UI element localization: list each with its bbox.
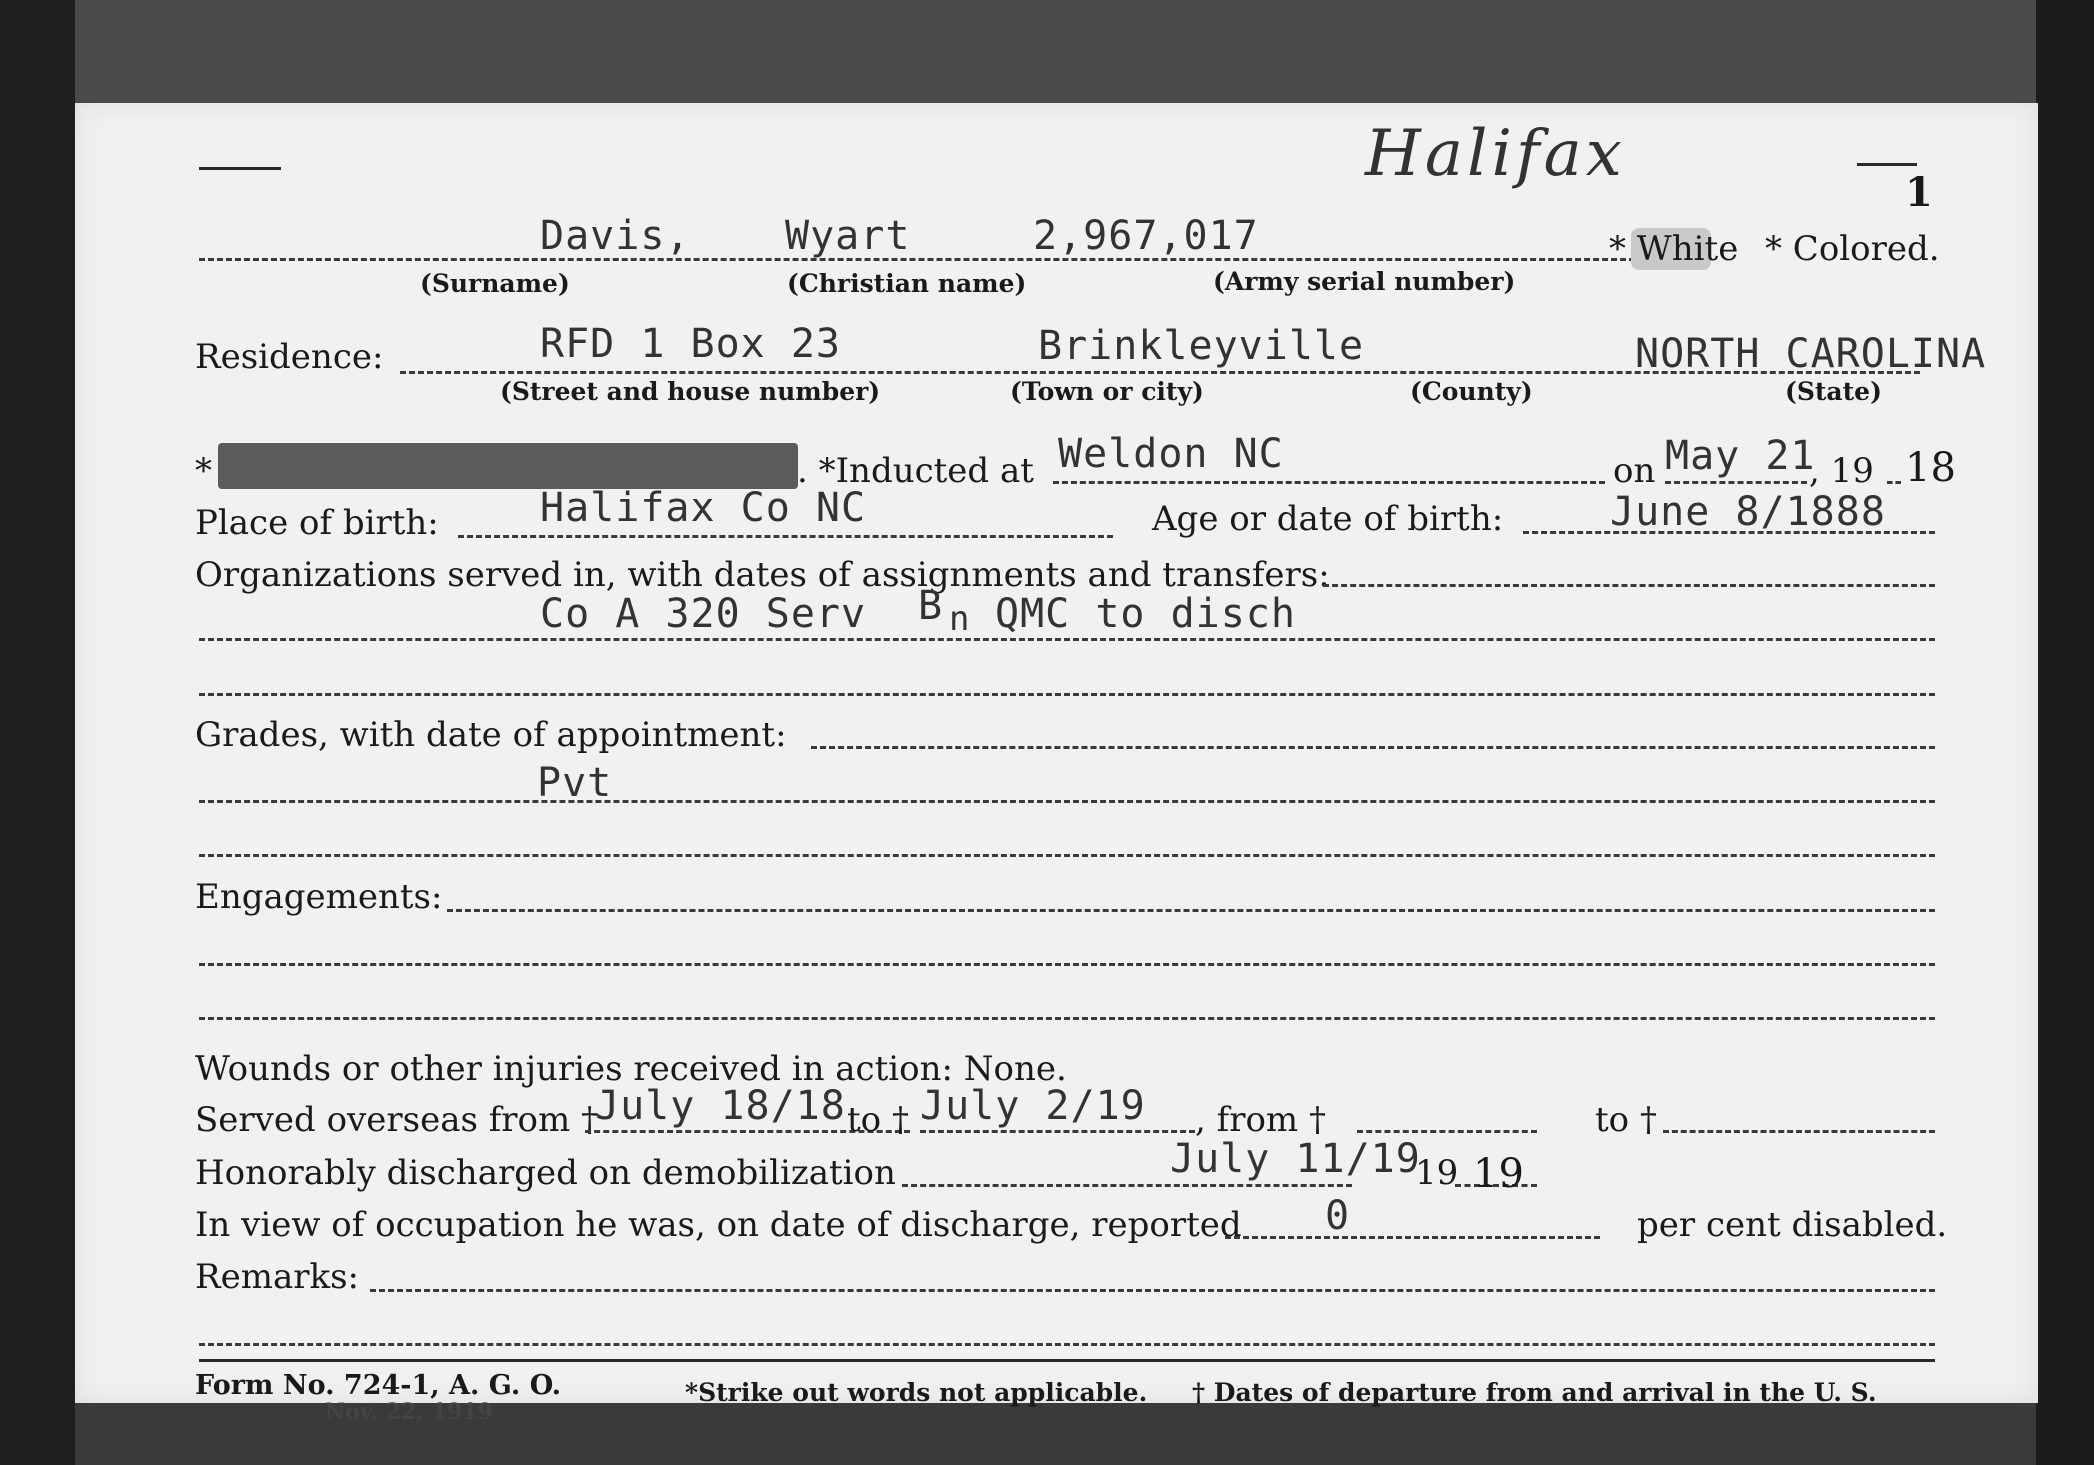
organizations-line-2 (199, 638, 1935, 641)
discharge-date-value: July 11/19 (1170, 1136, 1421, 1182)
induction-year-line (1887, 481, 1901, 484)
disability-value: 0 (1325, 1193, 1351, 1239)
county-caption: (County) (1410, 377, 1533, 406)
grades-value: Pvt (537, 760, 613, 806)
grades-line-3 (199, 854, 1935, 857)
discharge-year-prefix: 19 (1415, 1153, 1459, 1193)
induction-year-value: 18 (1905, 445, 1956, 491)
grades-line-1 (811, 746, 1935, 749)
scan-background-left (0, 0, 75, 1465)
overseas-to2-line (1663, 1130, 1935, 1133)
disability-label: In view of occupation he was, on date of discharge, reported (195, 1205, 1242, 1245)
wounds-label: Wounds or other injuries received in action: None. (195, 1049, 1067, 1089)
serial-number-value: 2,967,017 (1033, 213, 1259, 259)
card-number: 1 (1905, 169, 1933, 216)
corner-mark-right (1857, 163, 1917, 166)
organizations-battalion-b: B (918, 583, 944, 629)
age-label: Age or date of birth: (1152, 499, 1504, 539)
residence-state-value: NORTH CAROLINA (1635, 331, 1987, 377)
induction-place-value: Weldon NC (1058, 431, 1284, 477)
date-of-birth-value: June 8/1888 (1610, 489, 1886, 535)
footnote-dagger: † Dates of departure from and arrival in the U. S. (1192, 1378, 1877, 1407)
street-caption: (Street and house number) (500, 377, 881, 406)
remarks-label: Remarks: (195, 1257, 359, 1297)
scan-background-right (2036, 0, 2094, 1465)
organizations-label: Organizations served in, with dates of assignments and transfers: (195, 555, 1330, 595)
induction-date-line (1665, 481, 1807, 484)
place-of-birth-line (458, 535, 1113, 538)
remarks-line-2 (199, 1343, 1935, 1346)
grades-label: Grades, with date of appointment: (195, 715, 787, 755)
place-of-birth-value: Halifax Co NC (540, 485, 867, 531)
organizations-unit-value: Co A 320 Serv (540, 591, 867, 637)
remarks-line-1 (370, 1289, 1935, 1292)
christian-name-caption: (Christian name) (787, 269, 1027, 298)
surname-caption: (Surname) (420, 269, 570, 298)
on-label: on (1613, 451, 1656, 491)
inducted-at-label: . *Inducted at (797, 451, 1034, 491)
organizations-line-1 (1323, 584, 1935, 587)
form-number: Form No. 724-1, A. G. O. (195, 1370, 562, 1401)
footnote-star: *Strike out words not applicable. (685, 1378, 1148, 1407)
state-caption: (State) (1785, 377, 1882, 406)
town-caption: (Town or city) (1010, 377, 1204, 406)
engagements-line-3 (199, 1017, 1935, 1020)
overseas-from2-label: , from † (1195, 1100, 1326, 1140)
disability-line (1225, 1236, 1600, 1239)
overseas-to-value: July 2/19 (920, 1083, 1146, 1129)
discharge-date-line (902, 1184, 1352, 1187)
christian-name-value: Wyart (785, 213, 911, 259)
organizations-battalion-n: n (949, 599, 971, 639)
footer-rule (199, 1359, 1935, 1362)
handwritten-county-note: Halifax (1365, 117, 1626, 191)
surname-value: Davis, (540, 213, 691, 259)
grades-line-2 (199, 800, 1935, 803)
overseas-to2-label: to † (1595, 1100, 1657, 1140)
engagements-label: Engagements: (195, 877, 443, 917)
engagements-line-2 (199, 963, 1935, 966)
overseas-from-value: July 18/18 (595, 1083, 846, 1129)
induction-date-value: May 21 (1665, 433, 1816, 479)
scan-background-top (0, 0, 2094, 105)
overseas-label: Served overseas from † (195, 1100, 599, 1140)
serial-number-caption: (Army serial number) (1213, 267, 1516, 296)
strike-out-redaction (218, 443, 798, 489)
discharge-year-value: 19 (1473, 1151, 1524, 1197)
overseas-from2-line (1357, 1130, 1537, 1133)
name-line (199, 258, 1689, 261)
disability-suffix: per cent disabled. (1637, 1205, 1948, 1245)
form-date: Nov. 22, 1919 (325, 1399, 493, 1425)
overseas-to-label: to † (847, 1100, 909, 1140)
induction-star: * (195, 451, 212, 491)
race-white-label: * White (1609, 229, 1739, 269)
corner-mark-left (199, 167, 281, 170)
organizations-line-3 (199, 693, 1935, 696)
place-of-birth-label: Place of birth: (195, 503, 439, 543)
residence-street-value: RFD 1 Box 23 (540, 321, 841, 367)
overseas-to-line (920, 1130, 1195, 1133)
year-prefix-label: , 19 (1809, 451, 1874, 491)
organizations-detail-value: QMC to disch (995, 591, 1296, 637)
service-record-card (75, 103, 2038, 1425)
engagements-line-1 (447, 909, 1935, 912)
residence-label: Residence: (195, 337, 384, 377)
discharge-label: Honorably discharged on demobilization (195, 1153, 896, 1193)
inducted-at-line (1053, 481, 1605, 484)
residence-town-value: Brinkleyville (1038, 323, 1365, 369)
race-colored-label: * Colored. (1765, 229, 1940, 269)
